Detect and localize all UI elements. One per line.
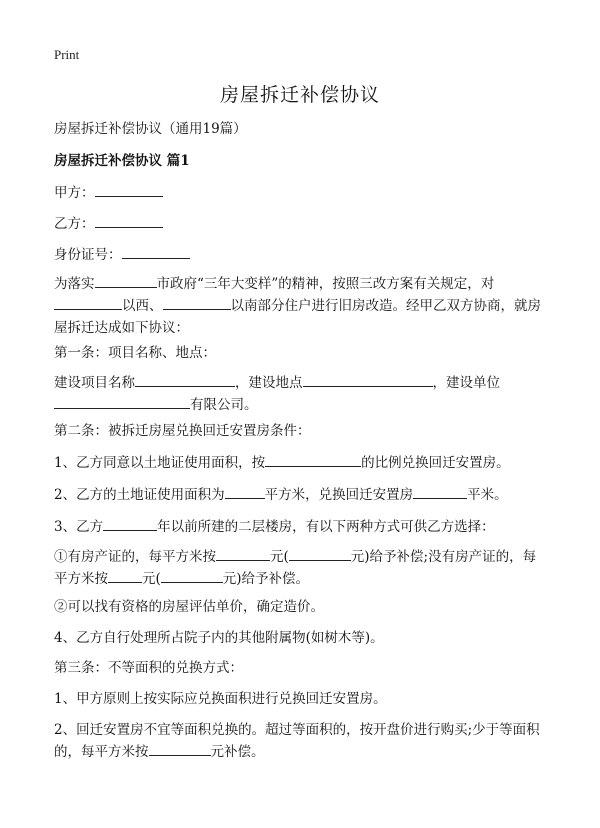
party-b-line bbox=[54, 213, 548, 235]
party-a-blank bbox=[95, 182, 163, 197]
price-with-cert-upper-blank bbox=[289, 546, 351, 561]
art2-item1-text-1: 1、乙方同意以土地证使用面积，按 bbox=[54, 455, 266, 471]
option1-text-2: 元( bbox=[270, 549, 289, 565]
art2-item2-text-2: 平方米，兑换回迁安置房 bbox=[264, 487, 414, 503]
article-1-paragraph bbox=[54, 372, 548, 416]
art2-item2-text-1: 2、乙方的土地证使用面积为 bbox=[54, 487, 225, 503]
option1-text-3: 元)给予补偿;没有房产证的，每平方米按 bbox=[54, 549, 537, 587]
option1-text-4: 元( bbox=[142, 571, 161, 587]
art3-item2-text-2: 元补偿。 bbox=[210, 744, 265, 760]
art1-text-3: ，建设单位 bbox=[432, 375, 500, 391]
art1-text-1: 建设项目名称 bbox=[54, 375, 135, 391]
price-no-cert-blank bbox=[108, 568, 142, 583]
article-2-item-1 bbox=[54, 452, 548, 474]
price-with-cert-blank bbox=[216, 546, 270, 561]
intro-blank-1 bbox=[95, 273, 157, 288]
location-blank bbox=[303, 372, 433, 387]
party-a-label: 甲方： bbox=[54, 185, 95, 201]
art1-text-2: ，建设地点 bbox=[235, 375, 303, 391]
art2-item3-text-1: 3、乙方 bbox=[54, 519, 104, 535]
article-3-item-2 bbox=[54, 719, 548, 763]
price-no-cert-upper-blank bbox=[161, 568, 223, 583]
document-subtitle: 房屋拆迁补偿协议（通用19篇） bbox=[54, 121, 247, 137]
option-2: ②可以找有资格的房屋评估单价，确定造价。 bbox=[54, 599, 324, 615]
intro-text-4: 以南部分住户进行旧房改造。经甲乙双方协商，就房屋拆迁达成如下协议： bbox=[54, 298, 541, 336]
art2-item1-text-2: 的比例兑换回迁安置房。 bbox=[361, 455, 510, 471]
art3-item2-text-1: 2、回迁安置房不宜等面积兑换的。超过等面积的，按开盘价进行购买;少于等面积的，每平方米按 bbox=[54, 722, 540, 760]
party-b-blank bbox=[95, 213, 163, 228]
article-3-title: 第三条：不等面积的兑换方式： bbox=[54, 660, 243, 676]
article-2-item-3 bbox=[54, 516, 548, 538]
intro-paragraph bbox=[54, 273, 548, 339]
option-1 bbox=[54, 546, 548, 590]
party-a-line bbox=[54, 182, 548, 204]
land-area-blank bbox=[225, 484, 265, 499]
option1-text-5: 元)给予补偿。 bbox=[222, 571, 310, 587]
id-number-line bbox=[54, 244, 548, 266]
art2-item3-text-2: 年以前所建的二层楼房，有以下两种方式可供乙方选择： bbox=[157, 519, 495, 535]
article-3-item-1: 1、甲方原则上按实际应兑换面积进行兑换回迁安置房。 bbox=[54, 691, 387, 707]
party-b-label: 乙方： bbox=[54, 216, 95, 232]
intro-blank-2 bbox=[54, 295, 122, 310]
option1-text-1: ①有房产证的，每平方米按 bbox=[54, 549, 216, 565]
intro-text-1: 为落实 bbox=[54, 276, 95, 292]
section-heading: 房屋拆迁补偿协议 篇1 bbox=[54, 153, 190, 169]
art2-item2-text-3: 平米。 bbox=[467, 487, 508, 503]
compensation-blank bbox=[149, 741, 211, 756]
resettlement-area-blank bbox=[413, 484, 467, 499]
intro-text-3: 以西、 bbox=[122, 298, 163, 314]
article-2-item-2 bbox=[54, 484, 548, 506]
article-2-title: 第二条：被拆迁房屋兑换回迁安置房条件： bbox=[54, 423, 311, 439]
art1-text-4: 有限公司。 bbox=[190, 397, 258, 413]
document-title: 房屋拆迁补偿协议 bbox=[219, 84, 380, 106]
id-number-label: 身份证号： bbox=[54, 247, 122, 263]
print-link[interactable]: Print bbox=[54, 47, 80, 62]
article-2-item-4: 4、乙方自行处理所占院子内的其他附属物(如树木等)。 bbox=[54, 630, 384, 646]
id-number-blank bbox=[122, 244, 190, 259]
year-blank bbox=[103, 516, 157, 531]
ratio-blank bbox=[265, 452, 361, 467]
project-name-blank bbox=[135, 372, 235, 387]
article-1-title: 第一条：项目名称、地点： bbox=[54, 345, 216, 361]
intro-text-2: 市政府“三年大变样”的精神，按照三改方案有关规定，对 bbox=[156, 276, 495, 292]
developer-blank bbox=[54, 394, 190, 409]
intro-blank-3 bbox=[163, 295, 231, 310]
